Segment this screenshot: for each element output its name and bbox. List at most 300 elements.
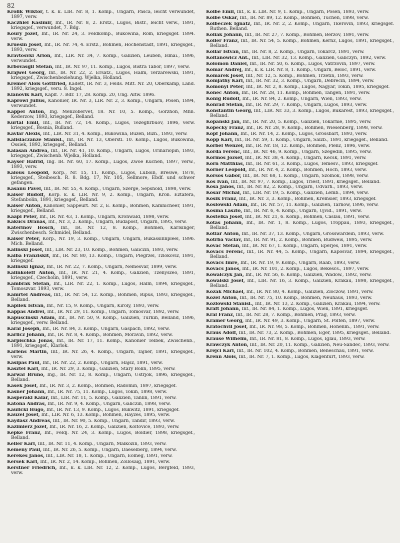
entry-name: Kasek Josef, [7, 383, 38, 389]
entry-name: Kaydasz Andreas, [7, 419, 52, 425]
list-entry [7, 333, 195, 338]
entry-name: Kotas Johann, [206, 221, 244, 227]
list-entry [7, 282, 195, 292]
list-entry [206, 156, 394, 161]
entry-text: Inf., IR. Nr. 1, 8. Komp., Lugos, Troppau, 1893, kriegsgef., Belland. [210, 221, 394, 232]
list-entry [206, 203, 394, 208]
entry-name: Kerstner Friedrich, [7, 466, 57, 471]
list-entry [7, 442, 195, 447]
entry-name: Kovac Stefan, [206, 243, 241, 249]
list-entry [7, 402, 195, 407]
entry-text: Inf., IR. Nr. 26, 5. Komp., Ungarn, Daeselberg, 1894, verw. [43, 448, 177, 454]
list-entry [206, 209, 394, 214]
entry-name: Kamrtel Andreas, [7, 293, 52, 299]
entry-text: Inf., IR. Nr. 29, 11. Komp., Ungarn, Tomosvar, 1892, verw. [47, 310, 180, 316]
entry-name: Kosar Michal, [206, 191, 242, 197]
list-entry [7, 93, 195, 98]
entry-text: Inf., IR. Nr. 32, 3. Komp., Ungarn, Debrecin, 1894, verw. [245, 79, 375, 85]
entry-text: Inf., IR. Nr. 80, 13. Komp., Ungarn, Plegrzel, Tzlokoviz, 1891, kriegsgef. [11, 254, 195, 265]
list-entry [206, 191, 394, 196]
entry-text: Inf., IR. Nr. 43, 1. Komp., Ungarn, Kronwald, 1898, verw. [39, 214, 170, 220]
entry-name: Kaczhiel Kasimir, [7, 20, 53, 26]
entry-text: Inf., IR. Nr. 28, 9. Komp., Bohmen, Wiesenberg, 1898, verw. [246, 126, 383, 132]
list-entry [206, 250, 394, 260]
entry-name: Kambrak Stefan, [7, 282, 51, 288]
entry-name: Kalinkoleff Anton, [7, 271, 56, 277]
list-entry [206, 319, 394, 324]
entry-text: Inf., IR. Nr. 61, 3. Komp., Lugos, Temesv., 1893, kriegsgef. [245, 161, 379, 167]
list-entry [206, 79, 394, 84]
entry-name: Kalisiaczanze Stanisl., [7, 137, 65, 143]
left-column [7, 10, 195, 477]
list-entry [206, 313, 394, 318]
entry-text: Inf., LIR. Nr. 16, 3. Komp., Galizien, Krakau, 1898, kriegsgef., Belland. [210, 278, 394, 289]
entry-text: Inf., IR. Nr. 3, 2. Komp., Bohmen, Radomin, 1897, kriegsgef. [39, 383, 177, 389]
entry-name: Krawczyk Anton, [206, 343, 249, 349]
entry-text: t. k. k. LIR. Nr. 8, 1. Komp., Ungarn, Pasca, leicht verwundet, 1897, verw. [11, 10, 195, 21]
list-entry [7, 413, 195, 418]
entry-name: Kalinski Ignaz, [7, 265, 46, 271]
list-entry [206, 174, 394, 179]
list-entry [206, 221, 394, 231]
entry-name: Kapuscinski Adam, [7, 316, 57, 322]
entry-text: Inf., IR. Nr. 75, 11. Komp., Lugos, Tokin, 1898, verw. [47, 389, 168, 395]
entry-text: Inf., IR. Nr. 98, 5. Komp., Bohmen, Hohenm., 1891, verw. [249, 325, 380, 331]
entry-text: Inf., IR. Nr. 20, 5. Komp., Galizien, Tokarnie, 1895, verw. [242, 120, 372, 126]
list-entry [7, 204, 195, 214]
entry-text: Inf., IR. Nr. 16, 2. Komp., Galizien, Koltovice, 1893, verw. [49, 425, 180, 431]
list-entry [7, 215, 195, 220]
entry-text: Inf., IR. Nr. 21, 4. Komp., Galizien, Tzenyszeo, 1891, kriegsgef., Czecholin, 1891, verw. [11, 271, 195, 282]
list-entry [206, 261, 394, 266]
entry-name: Krbovasgil Stefan, [7, 64, 54, 70]
entry-text: Inf., k. k. LIR. Nr. 8, 1. Komp., Ungarn, Beloc, 1891, verw. [244, 67, 377, 73]
list-entry [206, 232, 394, 237]
entry-name: Krause Wilhelm, [206, 337, 249, 343]
entry-text: Inf., IR. Nr. 20, 11. Komp., Galizien, Neu-Sandec, 1893, verw. [249, 343, 390, 349]
list-entry [206, 68, 394, 73]
entry-name: Kovacs Imre, [206, 260, 239, 266]
list-entry [206, 62, 394, 67]
entry-text: Ing. Menzobervet, 18. Nr. 10, 5. Komp., Gorzhon, Mhn. Kederzow, 1893, kriegsgef., Belland. [11, 109, 195, 120]
list-entry [206, 132, 394, 137]
entry-name: Kopf Johann, [206, 132, 239, 138]
entry-name: Kasanu Pavel, [7, 186, 43, 192]
entry-name: Koltanowicz Ant., [206, 55, 251, 61]
entry-name: Kraus Adolf, [206, 331, 238, 337]
entry-name: Kepke Franz, [7, 431, 42, 437]
list-entry [7, 138, 195, 148]
entry-text: Inf., IR. Nr. 18, 12. Komp., Bohmen, Plenz, 1896, verw. [245, 143, 371, 149]
entry-name: Kruesin Josef, [7, 42, 43, 48]
entry-text: Inf., IR. Nr. 4, 2. Komp., Bohmen, Hoch, 1893, verw. [248, 167, 367, 173]
list-entry [7, 448, 195, 453]
entry-name: Kurtal Emil, [7, 120, 40, 126]
entry-name: Kalasan Andrea, [7, 148, 49, 154]
entry-name: Kopanski Jan, [206, 120, 242, 126]
list-entry [7, 425, 195, 430]
list-entry [206, 120, 394, 125]
list-entry [206, 180, 394, 185]
entry-text: Inf., Nr. 15, 9. Komp., Ungarn, Kiroly, 1893, verw. [46, 304, 160, 310]
entry-name: Kolbeczek Ignatz, [206, 21, 252, 27]
entry-name: Krajwel Georg, [7, 70, 46, 76]
entry-name: Kozel Anton, [206, 295, 239, 301]
entry-name: Koury Jozef, [7, 31, 39, 37]
list-entry [7, 454, 195, 459]
list-entry [206, 349, 394, 354]
entry-text: Inf., Nr. 12, 5. Komp., Bohmen, Trzetin, 1893, verw. [245, 73, 364, 79]
entry-text: Inf., IR. Nr. 49, 3. Komp., Ungarn, St. Polten, 1897, verw. [245, 319, 376, 325]
list-entry [7, 21, 195, 31]
entry-text: Inf., IR. Nr. 37, 13. Komp., Ungarn, Grosswardein, 1893, verw. [241, 232, 385, 238]
entry-text: Inf., IR. Nr. 26, 4. Komp., Ungarn, Tajner, 1891, kriegsgef., verw. [11, 349, 195, 360]
entry-name: Kalinski Josef, [7, 248, 44, 254]
entry-name: Kral Franz, [206, 313, 235, 319]
list-entry [7, 361, 195, 366]
entry-name: Kremer Alois Gottfried, [7, 81, 67, 87]
entry-text: Inf., IR. Nr. 3, 3. Komp., Bohmen, Kremsier, 1893, kriegsgef. [239, 197, 377, 203]
list-entry [7, 384, 195, 389]
entry-name: Kapilek Istvan, [7, 304, 46, 310]
entry-text: Inf., IR. Nr. 50, 6. Komp., Lugos, Vatrzovin, 1897, verw. [249, 61, 376, 67]
list-entry [7, 248, 195, 253]
list-entry [206, 337, 394, 342]
entry-text: Inf., IR. Nr. 89, 12. Komp., Bohmen, Tuchen, 1898, verw. [239, 15, 369, 21]
entry-name: Karlicz Johann, [7, 333, 46, 338]
entry-name: Klanovik Karl, [7, 92, 44, 98]
entry-text: Inf., IR. Nr. 13, 2. Komp., Galizien, Krakau, 1894, verw. [254, 301, 381, 307]
entry-name: Konig Rudolf, [206, 97, 241, 103]
list-entry [7, 193, 195, 203]
entry-name: Kovacs Ferenc, [206, 249, 245, 255]
entry-name: Kozlowski Stanisl., [206, 301, 254, 307]
entry-text: Inf., IR. Nr. 59, 1. Komp., Ungarn, Salzb., 1891, kriegsgef., Belland. [234, 137, 389, 143]
entry-name: Kormos Jozsef, [206, 155, 244, 161]
list-entry [206, 138, 394, 143]
entry-name: Koliak Johann, [206, 32, 244, 38]
list-entry [7, 271, 195, 281]
entry-text: Inf., IR. Nr. 17, 11. Komp., Kanonier Telbek, Zwischenb., 1891, kriegsgef., Klarlok. [11, 338, 195, 349]
entry-name: Krenn Alois, [206, 354, 238, 360]
entry-text: Inf., IR. Nr. 75, 10. Komp., Bohmen, Neuhaus, 1893, verw. [239, 295, 373, 301]
list-entry [206, 279, 394, 289]
list-entry [7, 419, 195, 424]
list-entry [7, 265, 195, 270]
entry-text: Inf., IR. Nr. 54, 5. Komp., Bohmen, Kernz, Lugos, 1891, kriegsgef., Belland. [210, 38, 394, 49]
list-entry [206, 185, 394, 190]
entry-text: Inf., IR. Nr. 102, 4. Komp., Bohmen, Beneschau, 1891, verw. [236, 349, 374, 355]
entry-text: Inf., IR. Nr. 19, 9. Komp., Ungarn, Raab, 1893, verw. [240, 260, 361, 266]
list-entry [7, 54, 195, 64]
entry-name: Kollar Istvan, [206, 49, 241, 55]
entry-text: Inf., IR. Nr. 84, 3. Komp., Ungarn, Gaspach, 1892, verw. [42, 327, 170, 333]
entry-text: Inf., IR. Nr. 72, 14. Komp., Lugos, Tezeghrbuov, 1896, verw. kriegsgef., Bosnia, Bulland. [11, 120, 195, 131]
entry-name: Komonyi Peter, [206, 85, 245, 91]
entry-name: Kersek Karl, [7, 460, 39, 466]
list-entry [7, 310, 195, 315]
entry-text: Inf., LIR. Nr. 18, 1. Komp., Ungarn, Eomeg, 1891, verw. [45, 454, 173, 460]
list-entry [206, 39, 394, 49]
entry-text: Inf., IR. Nr. 8, 2. Erstz., Lugos, Bistr., leicht verw., 1891, kriegsgef., verwundet, 7. Bdg. [11, 20, 195, 32]
list-entry [206, 355, 394, 360]
entry-text: Inf., IR. Nr. 50, 9. Komp., Galizien, Turkin, Belland, 1896, kriegsgef., verw. Belland. [11, 316, 195, 327]
entry-name: Kasner Johann, [7, 389, 46, 395]
entry-name: Kovacs Janos, [206, 266, 241, 272]
list-entry [7, 254, 195, 264]
entry-name: Kraft Johann, [206, 307, 241, 313]
entry-text: Inf., IR. Nr. 13, 9. Komp., Lugos, Bukwitz, 1891, kriegsgef. [46, 407, 180, 413]
entry-text: Inf., IR. Nr. 2, 2. Komp., Ungarn, Tkerovin, 1893, kriegsgef. Ruthen. Belland. [210, 21, 394, 32]
list-entry [206, 296, 394, 301]
entry-name: Korn Matthias, [206, 161, 245, 167]
list-entry [7, 187, 195, 192]
list-entry [7, 466, 195, 476]
entry-text: Inf., IR. Nr. 56, 6. Komp., Galizien, Wadow., 1892, verw. [245, 272, 372, 278]
entry-name: Kratochvil Josef, [206, 325, 248, 331]
entry-name: Kotrba Vaclav, [206, 238, 243, 243]
entry-text: Inf., IR. Nr. 41, 10. Komp., Ungarn, Lugos, Urinariopin, 1893, kriegsgef., Zwischenb. Wjelka, Holland. [11, 148, 195, 159]
entry-text: Inf., IR. Nr. 57, 11. Komp., Galizien, Tarnow, 1896, verw. [250, 203, 379, 209]
list-entry [206, 33, 394, 38]
entry-name: Kowalski Josef, [206, 278, 245, 284]
list-entry [206, 267, 394, 272]
list-entry [206, 16, 394, 21]
entry-name: Kayser Hafrid, [7, 159, 45, 165]
entry-text: Inf., IR. Nr. 11, 4. Komp., Ungarn, Malkozin, 1893, verw. [37, 442, 167, 448]
entry-text: Inf., IR. Nr. 54, 12. Komp., Bohmen, Ripus, 1893, kriegsgef., Belland. [11, 293, 195, 304]
list-entry [7, 71, 195, 81]
entry-text: Inf., IR. Nr. 8, 2. Komp., Ungarn, Tokarcz, 1891, verw. [241, 49, 365, 55]
entry-text: Inf., IR. Nr. 22, 7. Komp., Ungarn, Nemesvar, 1899, verw. [46, 265, 178, 271]
entry-name: Kasztel Karl, [7, 366, 40, 372]
entry-text: Inf., IR. Nr. 13, Oberstl. 10. Komp., Lugos, Bukowina, Ossiek, 1892, kriegsgef., Belland. [11, 137, 195, 148]
list-entry [206, 215, 394, 220]
entry-text: Inf., IR. Nr. 21, 6. Komp., Bohmen, Caslau, 1891, verw. [244, 215, 370, 221]
list-entry [7, 460, 195, 465]
entry-name: Kaapi Peter, [7, 214, 38, 220]
list-entry [206, 144, 394, 149]
entry-name: Kasipas Paul, [7, 360, 42, 366]
entry-name: Kauzel Josef, [7, 413, 40, 419]
list-entry [206, 126, 394, 131]
entry-name: Kazimierz Jozef, [7, 425, 48, 431]
entry-name: Konrad Stefan, [206, 103, 245, 109]
entry-name: Kowalczyk Jan, [206, 272, 244, 278]
entry-text: Inf., IR. Nr. 22, 2. Ersatz., Lugos, Halm, Terzarewski, 1891, kriegsgef., Zwischenbeziehung. Wjelka, Holland. [11, 70, 195, 81]
entry-text: Inf., IR. Nr. 84, 2. Komp., Ungarn, Wien, 1893, verw. [242, 97, 362, 103]
entry-text: Inf., IR. Nr. 97, 7. Komp., Lugos, Triest, 1891, kriegsgef., Belland. [230, 179, 381, 185]
list-entry [7, 160, 195, 170]
list-entry [206, 273, 394, 278]
list-entry [7, 304, 195, 309]
entry-text: Ing. IR. Nr. 60, 17. Komp., Lugos, Zwoe Kuchen, 1897, verw., 1893, verw. [11, 159, 195, 170]
entry-text: Inf., IR. Nr. 28, 11. Komp., Bohmen, Tangen, 1891, verw. [241, 91, 371, 97]
list-entry [206, 10, 394, 15]
list-entry [206, 290, 394, 295]
entry-name: Koller Franz, [206, 38, 240, 44]
list-entry [7, 367, 195, 372]
entry-text: Inf., LIR. Nr. 32, 13. Komp., Galizien, Galiczyn, 1892, verw. [251, 55, 387, 61]
list-entry [7, 293, 195, 303]
entry-text: Inf., LIR. Nr. 33, 3. Komp., Lugos, Bukarest, 1893, kriegsgef., Belland. [210, 109, 394, 120]
list-entry [7, 350, 195, 360]
entry-name: Katona Andras, [7, 401, 47, 407]
entry-text: Inf., LIR. Nr. 34, 7. Komp., Galizien, Leuben, Ismai., 1896, verwundet. [11, 53, 195, 64]
list-entry [206, 91, 394, 96]
entry-text: Korp., Nr. 15, 11. Komp., Lugos, Luboin, Breswe, 1878, kriegsgef., Steibesch. R. 8. Bdg. 17, Nr. 105, Sellmore, Ebdf. und schwer gefangen. [11, 170, 195, 186]
list-entry [206, 197, 394, 202]
list-entry [7, 132, 195, 137]
entry-name: Kaiser Anton, [7, 203, 42, 209]
entry-text: Inf., IR. Nr. 7, 1. Komp., Lugos, Klagenfurt, 1893, verw. [238, 354, 365, 360]
entry-name: Kopecky Franz, [206, 126, 245, 132]
entry-text: Inf., LIR. Nr. 22, 1. Komp., Lugos, Halm, 1894, kriegsgef., Tomoszvar. 1893, verw. [11, 282, 195, 293]
list-entry [206, 22, 394, 32]
entry-name: Konec Anton, [206, 91, 241, 97]
entry-name: Korsos Gabor, [206, 173, 242, 179]
entry-text: Inf., IR. Nr. 74, 4. Erstz., Bohmen, Hochenstadt, 1891, kriegsgef., 1893, verw. [11, 42, 195, 53]
entry-name: Kavlar Alexis, [7, 131, 42, 137]
entry-name: Korda Ferenc, [206, 149, 242, 155]
entry-name: Krejci Karl, [206, 349, 236, 355]
list-entry [7, 32, 195, 42]
entry-text: Kanonier, Sappeurt. Nr. 2, E. Komp., Bohmen, Kamnicheer, 1891, kriegsgef., Belland. [11, 203, 195, 214]
entry-text: Inf., IR. Nr. 29, 7. Komp., Ungarn, Lugos, 1893, verw. [245, 103, 368, 109]
entry-text: Inf., IR. Nr. 14, 2. Komp., Lugos, Grossbart, 1893, verw. [240, 132, 368, 138]
list-entry [206, 109, 394, 119]
list-entry [7, 149, 195, 159]
entry-name: Koslowski Adam, [206, 203, 249, 209]
entry-text: Inf., IR. Nr. 2, 8. Komp., Lugos, Nagyar, Tokin, 1895, kriegsgef. [245, 85, 390, 91]
entry-name: Kalous Leopold, [7, 170, 50, 176]
entry-text: Inf., IR. Nr. 8, 4. Komp., Bohmen, Moravin, 1892, verw. [47, 333, 173, 338]
entry-name: Kaprowi Julius, [7, 98, 47, 104]
list-entry [7, 82, 195, 92]
entry-text: Inf., IR. Nr. 29, 3. Komp., Galizien, Stary Bolin, 1895, verw. [41, 366, 176, 372]
list-entry [206, 325, 394, 330]
list-entry [206, 244, 394, 249]
entry-text: Korp., Nr. 19, 3. Komp., Ungarn, Ungarn, Bukassinnpleel, 1896. Mich. Belland. [11, 237, 195, 248]
entry-text: Inf., IR. Nr. 73, 2. Komp., Bohmen, Eger, 1895, kriegsgef., Belland. [238, 331, 391, 337]
entry-name: Kakucs Dranas, [7, 220, 47, 226]
entry-name: Kosma Laszlo, [206, 209, 243, 215]
entry-text: Inf., IR. Nr. 91, 2. Komp., Bohmen, Budweis, 1895, verw. [243, 238, 373, 243]
entry-text: Kadett, IR. Nr. 3, Felds. Mitt. Nr. 20, Oberkamp, Land. 1892, kriegsgef., veru. 8. Ingel. [11, 81, 195, 92]
entry-name: Kramer Georg, [206, 319, 244, 325]
list-entry [7, 10, 195, 20]
list-entry [7, 171, 195, 186]
entry-text: Inf., IR. Nr. 28, 7. Komp., Bohmen, Prag, 1893, verw. [235, 313, 356, 319]
entry-name: Kerekes Janos, [7, 454, 45, 460]
entry-text: Inf., Nr. 3, 2. Komp., Ungarn, Budapost, Ungarn, 1895, verw. [48, 220, 187, 226]
entry-name: Kalba Franziskit, [7, 254, 51, 260]
entry-text: Inf., IR. Nr. 82, 2. Komp., Ungarn, Udvarh., 1893, verw. [236, 185, 364, 191]
entry-name: Korbel Wenzel, [206, 143, 245, 149]
entry-name: Kasperakl Kalar, [7, 395, 50, 401]
entry-name: Kolbe Oskar, [206, 15, 239, 21]
entry-text: Inf., IR. Nr. 6, 4. Komp., Ungarn, Ujvid., 1891, verw. [243, 209, 363, 215]
entry-name: Krolik Wiktor, [7, 10, 44, 15]
entry-text: Inf., LIR. Nr. 19, 5. Komp., Galizien, Lemb., 1894, verw. [242, 191, 369, 197]
entry-name: Kappas Andrei, [7, 310, 46, 316]
list-entry [7, 226, 195, 236]
entry-text: Inf., IR. Nr. 80, 4. Komp., Galizien, Zloczow, 1891, verw. [246, 289, 374, 295]
list-entry [7, 43, 195, 53]
list-entry [206, 238, 394, 243]
list-entry [206, 74, 394, 79]
entry-name: Kolbe Emil, [206, 10, 236, 15]
page-number: 82 [7, 3, 15, 10]
list-entry [206, 302, 394, 307]
entry-text: Inf., LIR. Nr. 31, 4. Komp., Bukowina, Buzen, Bizn., 1893, verw. [43, 131, 188, 137]
entry-name: Kappel Anton, [7, 109, 46, 115]
entry-name: Komar Andrej, [206, 67, 243, 73]
list-entry [206, 50, 394, 55]
entry-text: Inf., IR. Nr. 101, 2. Komp., Lugos, Bekescs., 1897, verw. [242, 266, 370, 272]
list-entry [206, 103, 394, 108]
entry-name: Kosik Franz, [206, 197, 238, 203]
entry-text: Inf., k. k. LIR. Nr. 9, 1. Komp., Ungarn, Posen, 1893, verw. [236, 10, 370, 15]
entry-name: Komjathy Karl, [206, 79, 245, 85]
entry-name: Korner Leopold, [206, 167, 247, 173]
entry-name: Kemeny Paul, [7, 448, 42, 454]
list-entry [206, 85, 394, 90]
list-entry [206, 97, 394, 102]
list-entry [7, 121, 195, 131]
entry-text: Inf., IR. Nr. 2, 14. Komp., Bohmen, Zollosaig, 1891, verw. [40, 460, 171, 466]
list-entry [7, 99, 195, 109]
entry-text: Inf., IR. Nr. 22, 2. Komp., Ungarn, Hajsz, 1891, verw. [42, 360, 164, 366]
list-entry [206, 331, 394, 336]
list-entry [7, 339, 195, 349]
list-entry [7, 220, 195, 225]
list-entry [206, 162, 394, 167]
entry-text: Inf., IR. Nr. 46, 9. Komp., Ungarn, Szegedin, 1895, verw. [242, 149, 372, 155]
list-entry [7, 408, 195, 413]
entry-name: Komarek Josef, [206, 73, 245, 79]
entry-text: Inf., IR. Nr. 55, 4. Komp., Ungarn, Szerge, Sepshold, 1898, verw. [43, 186, 192, 192]
entry-name: Kopp Karl, [206, 137, 234, 143]
right-column [206, 10, 394, 361]
list-entry [206, 150, 394, 155]
entry-name: Kaiser Rudolf, [7, 192, 46, 198]
list-entry [7, 110, 195, 120]
entry-text: Inf., IR. Nr. 97, 11. Komp., Lugos, Bistra Tabor, 1897, verw. [55, 64, 190, 70]
entry-name: Kravtosvki Arion, [7, 53, 52, 59]
entry-text: Inf., IR. Nr. 38, 4. Komp., Ungarn, Kecsk, 1891, verw. [245, 155, 367, 161]
entry-name: Karpischka Jonas, [7, 338, 54, 344]
list-entry [7, 431, 195, 441]
list-entry [206, 343, 394, 348]
entry-text: Inf., Feldj. Nr. 24, 3. Komp., Lugos, Boldier, 1898, kriegsgef., Belland. [11, 431, 195, 442]
entry-text: Inf., IR. Nr. 81, 8. Komp., Lugos, Iglau, 1893, verw. [249, 337, 366, 343]
entry-name: Kaiser Peter, [7, 237, 41, 243]
entry-text: Ing., IR. Nr. 12, 8. Komp., Ungarn, Ustrjok, 1896, kriegsgef., Belland. [11, 372, 195, 383]
entry-name: Kaulicki Hugo, [7, 407, 45, 413]
entry-name: Karal Joseph, [7, 327, 41, 333]
entry-text: Inf., IR. Nr. 44, 5. Komp., Ungarn, Kaposvar, 1894, kriegsgef., Belland. [210, 249, 394, 260]
list-entry [7, 237, 195, 247]
entry-text: Kaplf. 7. Bdr. 17, 28. Komp. 20, Ung. Altw. 1896. [44, 92, 156, 98]
entry-text: Kanonier, IR. Nr. 3, LIR. Nr. 2, 3. Komp., Ungarn, Posen, 1894, verwundet. [11, 98, 195, 109]
entry-name: Kotlar Anton, [206, 232, 241, 238]
entry-name: Keller Karl, [7, 442, 37, 448]
entry-name: Karlens Martin, [7, 349, 49, 355]
list-entry [206, 307, 394, 312]
list-entry [7, 327, 195, 332]
entry-name: Karwal Bruno, [7, 372, 45, 378]
